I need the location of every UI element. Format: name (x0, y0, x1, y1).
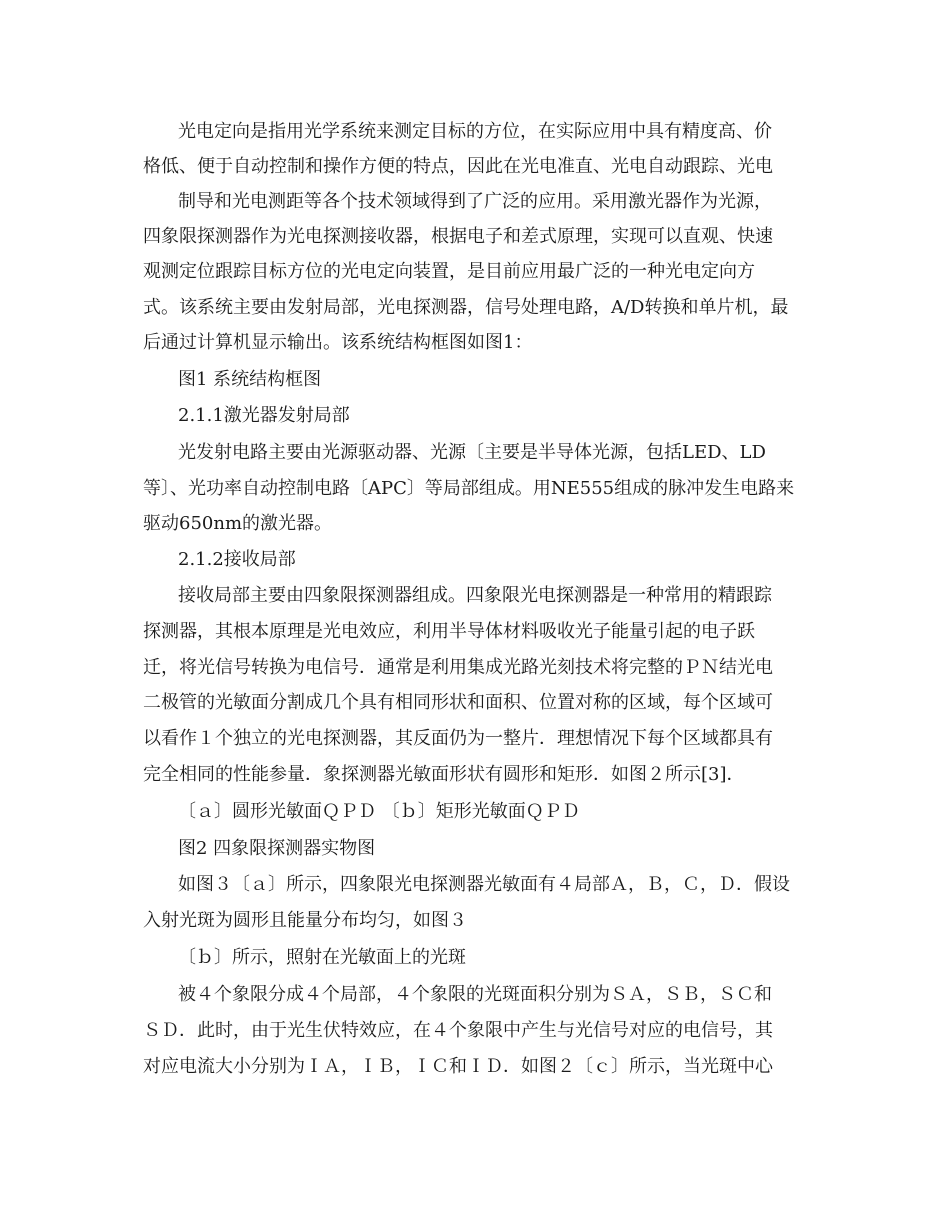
text-line: 驱动650nm的激光器。 (143, 513, 333, 534)
figure-caption: 图2 四象限探测器实物图 (178, 838, 376, 859)
text-line: 被４个象限分成４个局部，４个象限的光斑面积分别为ＳＡ，ＳＢ，ＳＣ和 (178, 984, 772, 1005)
figure-subcaption: 〔ａ〕圆形光敏面ＱＰＤ 〔ｂ〕矩形光敏面ＱＰＤ (178, 801, 580, 822)
text-line: 如图３〔ａ〕所示，四象限光电探测器光敏面有４局部Ａ，Ｂ，Ｃ，Ｄ．假设 (178, 874, 790, 895)
text-line: 观测定位跟踪目标方位的光电定向装置，是目前应用最广泛的一种光电定向方 (143, 261, 755, 282)
text-line: 等〕、光功率自动控制电路〔APC〕等局部组成。用NE555组成的脉冲发生电路来 (143, 478, 795, 499)
text-line: 探测器，其根本原理是光电效应，利用半导体材料吸收光子能量引起的电子跃 (143, 621, 755, 642)
figure-caption: 图1 系统结构框图 (178, 369, 322, 390)
text-line: 光电定向是指用光学系统来测定目标的方位，在实际应用中具有精度高、价 (178, 121, 772, 142)
text-line: 〔ｂ〕所示，照射在光敏面上的光斑 (178, 947, 466, 968)
text-line: 迁，将光信号转换为电信号．通常是利用集成光路光刻技术将完整的ＰＮ结光电 (143, 657, 773, 678)
text-line: 格低、便于自动控制和操作方便的特点，因此在光电准直、光电自动跟踪、光电 (143, 156, 773, 177)
section-heading: 2.1.2接收局部 (178, 549, 296, 570)
text-line: 式。该系统主要由发射局部，光电探测器，信号处理电路，A/D转换和单片机，最 (143, 297, 789, 318)
text-line: 接收局部主要由四象限探测器组成。四象限光电探测器是一种常用的精跟踪 (178, 585, 772, 606)
text-line: ＳＤ．此时，由于光生伏特效应，在４个象限中产生与光信号对应的电信号，其 (143, 1020, 773, 1041)
section-heading: 2.1.1激光器发射局部 (178, 405, 350, 426)
text-line: 以看作１个独立的光电探测器，其反面仍为一整片．理想情况下每个区域都具有 (143, 728, 773, 749)
text-line: 二极管的光敏面分割成几个具有相同形状和面积、位置对称的区域，每个区域可 (143, 692, 773, 713)
text-line: 四象限探测器作为光电探测接收器，根据电子和差式原理，实现可以直观、快速 (143, 226, 773, 247)
text-line: 制导和光电测距等各个技术领域得到了广泛的应用。采用激光器作为光源， (178, 191, 772, 212)
text-line: 光发射电路主要由光源驱动器、光源〔主要是半导体光源，包括LED、LD (178, 442, 766, 463)
text-line: 对应电流大小分别为ＩＡ，ＩＢ，ＩＣ和ＩＤ．如图２〔ｃ〕所示，当光斑中心 (143, 1056, 773, 1077)
text-line: 入射光斑为圆形且能量分布均匀，如图３ (143, 910, 467, 931)
text-line: 后通过计算机显示输出。该系统结构框图如图1： (143, 332, 533, 353)
text-line: 完全相同的性能参量．象探测器光敏面形状有圆形和矩形．如图２所示[3]． (143, 764, 745, 785)
